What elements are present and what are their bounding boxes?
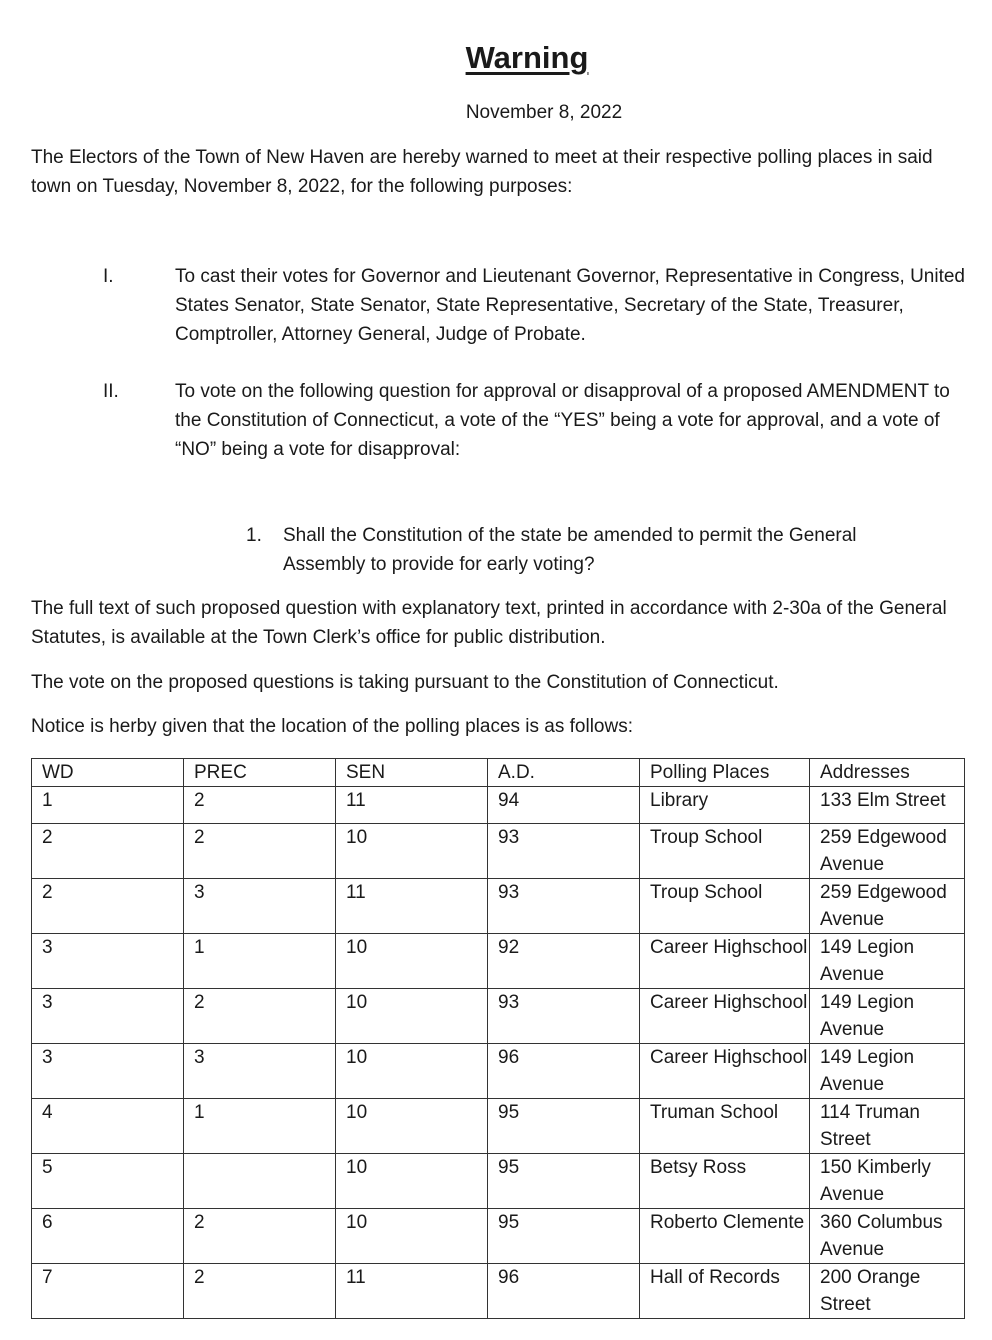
cell-polling-place: Hall of Records <box>640 1264 810 1319</box>
column-header-ad: A.D. <box>488 759 640 787</box>
column-header-addresses: Addresses <box>810 759 965 787</box>
table-row <box>32 989 965 1044</box>
cell-prec: 2 <box>184 989 336 1044</box>
cell-address: 149 Legion Avenue <box>810 1044 965 1099</box>
cell-prec: 2 <box>184 1209 336 1264</box>
purpose-text: To cast their votes for Governor and Lieutenant Governor, Representative in Congress, United States Senator, State Senator, State Representative, Secretary of the State, Treasurer, Comptroller, Attorney General, Judge of Probate. <box>175 266 965 345</box>
cell-ad: 95 <box>488 1209 640 1264</box>
cell-polling-place: Career Highschool <box>640 989 810 1044</box>
cell-sen: 10 <box>336 934 488 989</box>
table-header-row <box>32 759 965 787</box>
column-header-sen: SEN <box>336 759 488 787</box>
cell-prec: 1 <box>184 934 336 989</box>
cell-sen: 11 <box>336 787 488 824</box>
cell-polling-place: Truman School <box>640 1099 810 1154</box>
cell-prec <box>184 1154 336 1209</box>
cell-address: 259 Edgewood Avenue <box>810 879 965 934</box>
cell-ad: 93 <box>488 824 640 879</box>
cell-ad: 92 <box>488 934 640 989</box>
cell-sen: 10 <box>336 1209 488 1264</box>
table-row <box>32 1154 965 1209</box>
cell-sen: 10 <box>336 989 488 1044</box>
cell-polling-place: Roberto Clemente <box>640 1209 810 1264</box>
purpose-numeral: I. <box>103 266 114 287</box>
cell-polling-place: Betsy Ross <box>640 1154 810 1209</box>
cell-wd: 3 <box>32 989 184 1044</box>
cell-wd: 7 <box>32 1264 184 1319</box>
cell-sen: 11 <box>336 879 488 934</box>
cell-sen: 10 <box>336 824 488 879</box>
table-row <box>32 1209 965 1264</box>
cell-ad: 95 <box>488 1154 640 1209</box>
cell-wd: 5 <box>32 1154 184 1209</box>
cell-prec: 3 <box>184 1044 336 1099</box>
cell-sen: 10 <box>336 1044 488 1099</box>
page-title: Warning <box>465 40 589 75</box>
cell-sen: 10 <box>336 1154 488 1209</box>
cell-sen: 11 <box>336 1264 488 1319</box>
cell-ad: 96 <box>488 1264 640 1319</box>
intro-paragraph: The Electors of the Town of New Haven are hereby warned to meet at their respective polling places in said town on Tuesday, November 8, 2022, for the following purposes: <box>31 147 933 197</box>
cell-address: 149 Legion Avenue <box>810 989 965 1044</box>
question-number: 1. <box>246 525 262 546</box>
purpose-text: To vote on the following question for approval or disapproval of a proposed AMENDMENT to the Constitution of Connecticut, a vote of the “YES” being a vote for approval, and a vote of “NO” being a vote for disapproval: <box>175 381 950 460</box>
cell-prec: 1 <box>184 1099 336 1154</box>
cell-address: 200 Orange Street <box>810 1264 965 1319</box>
cell-wd: 4 <box>32 1099 184 1154</box>
cell-address: 259 Edgewood Avenue <box>810 824 965 879</box>
table-row <box>32 1099 965 1154</box>
cell-address: 360 Columbus Avenue <box>810 1209 965 1264</box>
column-header-polling-places: Polling Places <box>640 759 810 787</box>
cell-address: 133 Elm Street <box>810 787 965 824</box>
cell-wd: 2 <box>32 824 184 879</box>
cell-ad: 93 <box>488 989 640 1044</box>
purpose-numeral: II. <box>103 381 119 402</box>
cell-polling-place: Troup School <box>640 879 810 934</box>
cell-sen: 10 <box>336 1099 488 1154</box>
table-row <box>32 1264 965 1319</box>
cell-ad: 93 <box>488 879 640 934</box>
cell-polling-place: Library <box>640 787 810 824</box>
cell-prec: 2 <box>184 787 336 824</box>
question-text: Shall the Constitution of the state be amended to permit the General Assembly to provide for early voting? <box>283 525 857 575</box>
table-row <box>32 934 965 989</box>
table-row <box>32 1044 965 1099</box>
column-header-wd: WD <box>32 759 184 787</box>
column-header-prec: PREC <box>184 759 336 787</box>
cell-wd: 2 <box>32 879 184 934</box>
cell-address: 150 Kimberly Avenue <box>810 1154 965 1209</box>
cell-prec: 3 <box>184 879 336 934</box>
cell-prec: 2 <box>184 1264 336 1319</box>
cell-polling-place: Career Highschool <box>640 934 810 989</box>
cell-polling-place: Troup School <box>640 824 810 879</box>
cell-prec: 2 <box>184 824 336 879</box>
cell-address: 149 Legion Avenue <box>810 934 965 989</box>
cell-wd: 3 <box>32 1044 184 1099</box>
polling-places-table <box>31 758 965 1319</box>
cell-ad: 95 <box>488 1099 640 1154</box>
table-row <box>32 824 965 879</box>
table-row <box>32 787 965 824</box>
cell-polling-place: Career Highschool <box>640 1044 810 1099</box>
vote-paragraph: The vote on the proposed questions is taking pursuant to the Constitution of Connecticut. <box>31 672 779 693</box>
cell-wd: 3 <box>32 934 184 989</box>
cell-ad: 94 <box>488 787 640 824</box>
cell-address: 114 Truman Street <box>810 1099 965 1154</box>
full-text-paragraph: The full text of such proposed question with explanatory text, printed in accordance with 2-30a of the General Statutes, is available at the Town Clerk’s office for public distribution. <box>31 598 947 648</box>
table-row <box>32 879 965 934</box>
cell-ad: 96 <box>488 1044 640 1099</box>
document-date: November 8, 2022 <box>465 102 623 123</box>
notice-paragraph: Notice is herby given that the location of the polling places is as follows: <box>31 716 633 737</box>
cell-wd: 6 <box>32 1209 184 1264</box>
cell-wd: 1 <box>32 787 184 824</box>
